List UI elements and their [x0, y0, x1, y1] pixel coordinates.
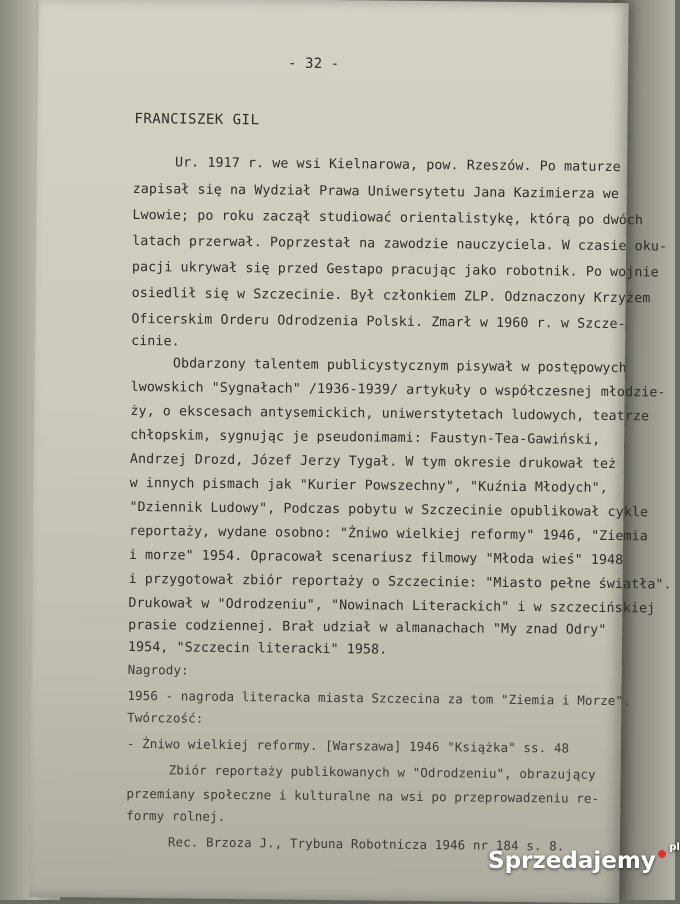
- text-line: pacji ukrywał się przed Gestapo pracując jako robotnik. Po wojnie: [131, 259, 659, 281]
- text-line: w innych pismach jak "Kurier Powszechny", "Kuźnia Młodych",: [129, 475, 608, 496]
- text-line: formy rolnej.: [126, 807, 226, 824]
- watermark-text: Sprzedajemy: [488, 848, 656, 874]
- text-line: Andrzej Drozd, Józef Jerzy Tygał. W tym okresie drukował też: [129, 451, 617, 473]
- section-label-tworczosc: Twórczość:: [127, 709, 204, 726]
- text-line: chłopskim, sygnując je pseudonimami: Faustyn-Tea-Gawiński,: [130, 427, 601, 448]
- text-line: ży, o ekscesach antysemickich, uniwerstytetach ludowych, teatrze: [130, 403, 650, 425]
- text-line: Drukował w "Odrodzeniu", "Nowinach Literackich" i w szczecińskiej: [128, 595, 656, 617]
- text-line: lwowskich "Sygnałach" /1936-1939/ artykuły o współczesnej młodzie-: [130, 379, 666, 401]
- watermark-suffix: pl: [669, 842, 680, 853]
- watermark-dot-icon: [658, 850, 666, 858]
- text-line: i przygotował zbiór reportaży o Szczecinie: "Miasto pełne światła".: [128, 571, 672, 593]
- author-heading: FRANCISZEK GIL: [134, 110, 260, 129]
- text-line: Ur. 1917 r. we wsi Kielnarowa, pow. Rzeszów. Po maturze: [174, 155, 621, 176]
- text-line: "Dziennik Ludowy", Podczas pobytu w Szczecinie opublikował cykle: [129, 499, 649, 521]
- text-line: prasie codziennej. Brał udział w almanachach "My znad Odry": [128, 617, 607, 638]
- text-line: latach przerwał. Poprzestał na zawodzie nauczyciela. W czasie oku-: [132, 233, 668, 255]
- text-line: i morze" 1954. Opracował scenariusz filmowy "Młoda wieś" 1948: [128, 547, 624, 569]
- text-line: Oficerskim Orderu Odrodzenia Polski. Zmarł w 1960 r. w Szcze-: [131, 311, 626, 333]
- text-line: Obdarzony talentem publicystycznym pisywał w postępowych: [172, 356, 627, 377]
- page-number: - 32 -: [287, 55, 340, 73]
- text-line: przemiany społeczne i kulturalne na wsi po przeprowadzeniu re-: [126, 785, 600, 806]
- text-line: osiedlił się w Szczecinie. Był członkiem ZLP. Odznaczony Krzyżem: [131, 285, 651, 307]
- document-page: [29, 0, 672, 903]
- watermark-logo: [488, 842, 680, 874]
- section-label-nagrody: Nagrody:: [127, 661, 189, 678]
- text-line: Lwowie; po roku zaczął studiować orientalistykę, którą po dwóch: [132, 207, 644, 229]
- text-line: cinie.: [131, 333, 180, 350]
- text-line: Zbiór reportaży publikowanych w "Odrodzeniu", obrazujący: [168, 762, 596, 782]
- text-line: zapisał się na Wydział Prawa Uniwersytetu Jana Kazimierza we: [132, 181, 620, 203]
- text-line: - Żniwo wielkiej reformy. [Warszawa] 1946 "Książka" ss. 48: [126, 735, 570, 756]
- text-line: 1954, "Szczecin literacki" 1958.: [127, 639, 388, 658]
- text-line: Rec. Brzoza J., Trybuna Robotnicza 1946 nr 184 s. 8.: [167, 834, 565, 854]
- text-line: 1956 - nagroda literacka miasta Szczecina za tom "Ziemia i Morze".: [127, 687, 631, 709]
- text-line: reportaży, wydane osobno: "Żniwo wielkiej reformy" 1946, "Ziemia: [129, 523, 648, 545]
